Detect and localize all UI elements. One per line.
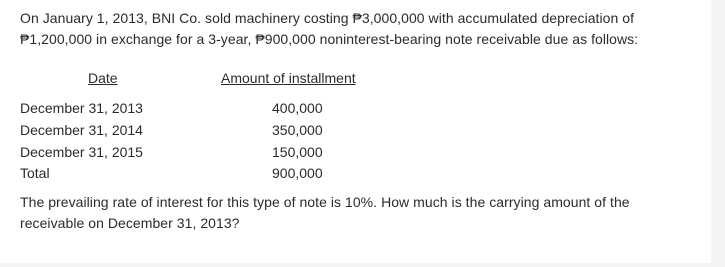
row-amount: 400,000 — [272, 100, 323, 116]
amount-column-header: Amount of installment — [221, 70, 356, 86]
problem-question — [20, 192, 630, 234]
row-amount: 150,000 — [272, 144, 323, 160]
intro-line-2: ₱1,200,000 in exchange for a 3-year, ₱900,000 noninterest-bearing note receivable due as follows: — [20, 31, 639, 47]
row-date: December 31, 2014 — [20, 122, 143, 138]
table-row — [20, 100, 420, 120]
intro-line-1: On January 1, 2013, BNI Co. sold machinery costing ₱3,000,000 with accumulated depreciation of — [20, 10, 635, 26]
date-column-header: Date — [88, 70, 118, 86]
total-amount: 900,000 — [272, 165, 323, 181]
question-line-1: The prevailing rate of interest for this type of note is 10%. How much is the carrying amount of the — [20, 194, 630, 210]
problem-intro — [20, 8, 638, 50]
table-row — [20, 144, 420, 164]
row-date: December 31, 2015 — [20, 144, 143, 160]
question-line-2: receivable on December 31, 2013? — [20, 215, 240, 231]
table-row — [20, 122, 420, 142]
table-total-row — [20, 165, 420, 185]
total-label: Total — [20, 165, 50, 181]
row-date: December 31, 2013 — [20, 100, 143, 116]
row-amount: 350,000 — [272, 122, 323, 138]
